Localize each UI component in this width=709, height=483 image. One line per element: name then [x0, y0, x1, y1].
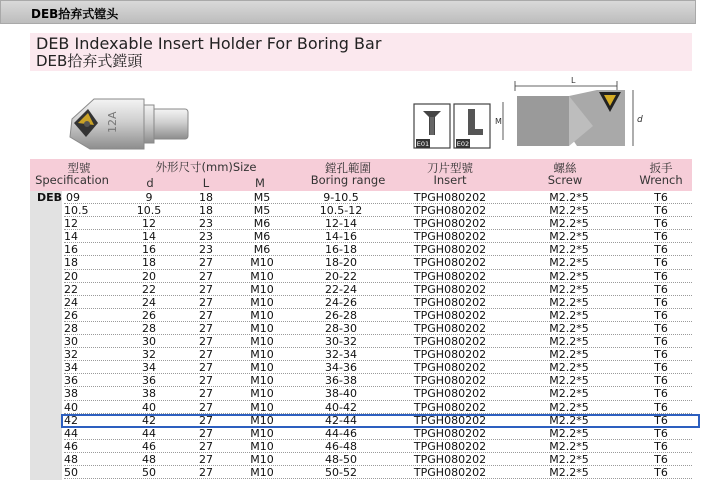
- cell-insert: TPGH080202: [413, 230, 487, 244]
- cell-d: 30: [142, 335, 156, 349]
- holder-photo: [64, 93, 192, 155]
- header-screw-en: Screw: [547, 173, 583, 187]
- cell-range: 32-34: [325, 348, 357, 362]
- cell-M: M6: [253, 243, 271, 257]
- cell-range: 26-28: [325, 308, 357, 322]
- cell-insert: TPGH080202: [413, 452, 487, 466]
- header-insert-en: Insert: [433, 173, 467, 187]
- cell-wrench: T6: [654, 426, 668, 440]
- cell-insert: TPGH080202: [413, 204, 487, 218]
- cell-L: 27: [199, 413, 213, 427]
- cell-spec: 26: [64, 308, 78, 322]
- table-header: [30, 159, 692, 191]
- cell-insert: TPGH080202: [413, 256, 487, 270]
- cell-wrench: T6: [654, 243, 668, 257]
- cell-M: M10: [250, 256, 274, 270]
- cell-wrench: T6: [654, 400, 668, 414]
- dimension-diagram: [493, 74, 653, 158]
- cell-wrench: T6: [654, 374, 668, 388]
- header-range-cn: 鏜孔範圍: [325, 161, 371, 175]
- cell-range: 10.5-12: [319, 204, 363, 218]
- cell-insert: TPGH080202: [413, 387, 487, 401]
- cell-screw: M2.2*5: [549, 361, 589, 375]
- cell-screw: M2.2*5: [549, 230, 589, 244]
- cell-screw: M2.2*5: [549, 465, 589, 479]
- cell-wrench: T6: [654, 282, 668, 296]
- dim-L: L: [571, 76, 576, 85]
- cell-insert: TPGH080202: [413, 308, 487, 322]
- cell-spec: 44: [64, 426, 78, 440]
- cell-screw: M2.2*5: [549, 321, 589, 335]
- cell-insert: TPGH080202: [413, 321, 487, 335]
- cell-L: 27: [199, 465, 213, 479]
- cell-d: 12: [142, 217, 156, 231]
- cell-L: 18: [199, 191, 213, 204]
- cell-d: 40: [142, 400, 156, 414]
- header-L: L: [202, 176, 210, 190]
- table-row: [30, 270, 692, 283]
- cell-screw: M2.2*5: [549, 452, 589, 466]
- cell-d: 18: [142, 256, 156, 270]
- cell-screw: M2.2*5: [549, 256, 589, 270]
- table-row: [30, 361, 692, 374]
- cell-insert: TPGH080202: [413, 426, 487, 440]
- cell-M: M10: [250, 452, 274, 466]
- cell-spec: 42: [64, 413, 78, 427]
- cell-insert: TPGH080202: [413, 243, 487, 257]
- cell-insert: TPGH080202: [413, 413, 487, 427]
- cell-screw: M2.2*5: [549, 387, 589, 401]
- cell-M: M10: [250, 400, 274, 414]
- table-row: [30, 256, 692, 269]
- cell-screw: M2.2*5: [549, 217, 589, 231]
- header-spec-en: Specification: [35, 173, 109, 187]
- cell-wrench: T6: [654, 295, 668, 309]
- cell-insert: TPGH080202: [413, 465, 487, 479]
- cell-d: 28: [142, 321, 156, 335]
- cell-screw: M2.2*5: [549, 269, 589, 283]
- cell-wrench: T6: [654, 335, 668, 349]
- cell-range: 50-52: [325, 465, 357, 479]
- cell-L: 27: [199, 439, 213, 453]
- cell-d: 14: [142, 230, 156, 244]
- cell-insert: TPGH080202: [413, 361, 487, 375]
- cell-wrench: T6: [654, 452, 668, 466]
- cell-spec: 12: [64, 217, 78, 231]
- cell-range: 44-46: [325, 426, 357, 440]
- cell-d: 38: [142, 387, 156, 401]
- cell-range: 34-36: [325, 361, 357, 375]
- dim-d: d: [637, 115, 643, 125]
- cell-d: 46: [142, 439, 156, 453]
- cell-screw: M2.2*5: [549, 282, 589, 296]
- cell-L: 23: [199, 217, 213, 231]
- cell-M: M10: [250, 335, 274, 349]
- cell-d: 42: [142, 413, 156, 427]
- cell-L: 27: [199, 348, 213, 362]
- cell-L: 27: [199, 374, 213, 388]
- cell-L: 27: [199, 256, 213, 270]
- cell-range: 46-48: [325, 439, 357, 453]
- cell-insert: TPGH080202: [413, 348, 487, 362]
- cell-d: 48: [142, 452, 156, 466]
- cell-spec: 34: [64, 361, 78, 375]
- cell-screw: M2.2*5: [549, 243, 589, 257]
- cell-M: M10: [250, 348, 274, 362]
- cell-spec: 40: [64, 400, 78, 414]
- cell-screw: M2.2*5: [549, 374, 589, 388]
- cell-spec: 46: [64, 439, 78, 453]
- highlighted-row-outline: [61, 414, 700, 428]
- cell-d: 50: [142, 465, 156, 479]
- table-row: [30, 453, 692, 466]
- table-row: [30, 387, 692, 400]
- table-row: [30, 466, 692, 479]
- cell-L: 23: [199, 230, 213, 244]
- cell-d: 36: [142, 374, 156, 388]
- cell-M: M10: [250, 295, 274, 309]
- cell-L: 27: [199, 308, 213, 322]
- cell-spec: 28: [64, 321, 78, 335]
- cell-insert: TPGH080202: [413, 282, 487, 296]
- cell-L: 27: [199, 335, 213, 349]
- cell-M: M10: [250, 465, 274, 479]
- cell-range: 36-38: [325, 374, 357, 388]
- cell-spec: 14: [64, 230, 78, 244]
- cell-screw: M2.2*5: [549, 295, 589, 309]
- table-row: [30, 374, 692, 387]
- cell-spec: 18: [64, 256, 78, 270]
- cell-wrench: T6: [654, 321, 668, 335]
- dim-M: M: [495, 117, 502, 126]
- spec-prefix: DEB: [37, 191, 63, 204]
- cell-L: 23: [199, 243, 213, 257]
- cell-L: 27: [199, 426, 213, 440]
- cell-spec: 09: [66, 191, 80, 204]
- cell-wrench: T6: [654, 269, 668, 283]
- cell-d: 26: [142, 308, 156, 322]
- cell-d: 9: [145, 191, 153, 204]
- cell-range: 9-10.5: [323, 191, 359, 204]
- cell-range: 12-14: [325, 217, 357, 231]
- table-row: [30, 243, 692, 256]
- table-row: [30, 204, 692, 217]
- table-row: [30, 348, 692, 361]
- cell-wrench: T6: [654, 387, 668, 401]
- title-cn: DEB拾弃式鏜頭: [36, 52, 143, 70]
- cell-screw: M2.2*5: [549, 308, 589, 322]
- cell-d: 24: [142, 295, 156, 309]
- cell-wrench: T6: [654, 191, 668, 204]
- cell-L: 27: [199, 400, 213, 414]
- header-insert-cn: 刀片型號: [427, 161, 473, 175]
- cell-M: M10: [250, 387, 274, 401]
- table-row: [30, 230, 692, 243]
- cell-d: 32: [142, 348, 156, 362]
- wrench-pictograms: [413, 103, 493, 151]
- cell-spec: 50: [64, 465, 78, 479]
- cell-L: 27: [199, 452, 213, 466]
- cell-M: M5: [253, 204, 271, 218]
- cell-spec: 32: [64, 348, 78, 362]
- cell-screw: M2.2*5: [549, 204, 589, 218]
- cell-L: 27: [199, 321, 213, 335]
- cell-wrench: T6: [654, 204, 668, 218]
- table-row: [30, 283, 692, 296]
- header-wrench-en: Wrench: [639, 173, 683, 187]
- table-row: [30, 440, 692, 453]
- table-row: [30, 191, 692, 204]
- cell-d: 22: [142, 282, 156, 296]
- table-row: [30, 335, 692, 348]
- cell-insert: TPGH080202: [413, 217, 487, 231]
- cell-d: 10.5: [136, 204, 162, 218]
- table-row: [30, 217, 692, 230]
- cell-L: 27: [199, 387, 213, 401]
- cell-screw: M2.2*5: [549, 348, 589, 362]
- cell-wrench: T6: [654, 439, 668, 453]
- cell-screw: M2.2*5: [549, 413, 589, 427]
- cell-M: M10: [250, 361, 274, 375]
- cell-spec: 10.5: [64, 204, 89, 218]
- cell-wrench: T6: [654, 230, 668, 244]
- cell-spec: 38: [64, 387, 78, 401]
- cell-M: M10: [250, 426, 274, 440]
- cell-range: 48-50: [325, 452, 357, 466]
- cell-insert: TPGH080202: [413, 335, 487, 349]
- cell-screw: M2.2*5: [549, 400, 589, 414]
- cell-M: M10: [250, 413, 274, 427]
- cell-L: 18: [199, 204, 213, 218]
- cell-spec: 30: [64, 335, 78, 349]
- cell-d: 20: [142, 269, 156, 283]
- header-wrench-cn: 扳手: [649, 161, 673, 175]
- cell-L: 27: [199, 269, 213, 283]
- product-header: [30, 33, 692, 71]
- table-row: [30, 309, 692, 322]
- spec-table-body: [30, 191, 692, 479]
- cell-d: 16: [142, 243, 156, 257]
- cell-range: 18-20: [325, 256, 357, 270]
- cell-L: 27: [199, 361, 213, 375]
- cell-wrench: T6: [654, 465, 668, 479]
- header-dims-cn: 外形尺寸(mm)Size: [155, 160, 257, 174]
- cell-M: M10: [250, 308, 274, 322]
- top-bar-title: DEB拾弃式镗头: [31, 7, 119, 21]
- cell-range: 30-32: [325, 335, 357, 349]
- cell-screw: M2.2*5: [549, 426, 589, 440]
- cell-range: 16-18: [325, 243, 357, 257]
- cell-wrench: T6: [654, 413, 668, 427]
- cell-range: 42-44: [325, 413, 357, 427]
- cell-range: 40-42: [325, 400, 357, 414]
- cell-M: M10: [250, 374, 274, 388]
- cell-wrench: T6: [654, 217, 668, 231]
- cell-wrench: T6: [654, 308, 668, 322]
- cell-range: 14-16: [325, 230, 357, 244]
- cell-insert: TPGH080202: [413, 269, 487, 283]
- header-screw-cn: 螺絲: [553, 161, 577, 175]
- cell-insert: TPGH080202: [413, 400, 487, 414]
- cell-insert: TPGH080202: [413, 295, 487, 309]
- cell-M: M6: [253, 217, 271, 231]
- cell-insert: TPGH080202: [413, 374, 487, 388]
- cell-wrench: T6: [654, 361, 668, 375]
- cell-d: 44: [142, 426, 156, 440]
- cell-range: 24-26: [325, 295, 357, 309]
- table-row: [30, 322, 692, 335]
- cell-spec: 20: [64, 269, 78, 283]
- cell-M: M10: [250, 321, 274, 335]
- cell-range: 28-30: [325, 321, 357, 335]
- cell-insert: TPGH080202: [413, 191, 487, 204]
- cell-screw: M2.2*5: [549, 439, 589, 453]
- cell-M: M10: [250, 282, 274, 296]
- table-row: [30, 401, 692, 414]
- table-row: [30, 296, 692, 309]
- table-row: [30, 427, 692, 440]
- cell-d: 34: [142, 361, 156, 375]
- cell-M: M5: [253, 191, 271, 204]
- cell-spec: 22: [64, 282, 78, 296]
- cell-screw: M2.2*5: [549, 335, 589, 349]
- cell-M: M10: [250, 269, 274, 283]
- header-spec-cn: 型號: [67, 161, 91, 175]
- header-d: d: [146, 176, 154, 190]
- header-range-en: Boring range: [310, 173, 386, 187]
- cell-spec: 16: [64, 243, 78, 257]
- top-bar: [0, 0, 696, 24]
- cell-wrench: T6: [654, 348, 668, 362]
- cell-range: 20-22: [325, 269, 357, 283]
- cell-L: 27: [199, 295, 213, 309]
- cell-spec: 24: [64, 295, 78, 309]
- cell-insert: TPGH080202: [413, 439, 487, 453]
- cell-screw: M2.2*5: [549, 191, 589, 204]
- cell-range: 38-40: [325, 387, 357, 401]
- cell-M: M10: [250, 439, 274, 453]
- key-label-e02: E02: [456, 140, 470, 148]
- cell-range: 22-24: [325, 282, 357, 296]
- key-label-e01: E01: [416, 140, 430, 148]
- cell-spec: 48: [64, 452, 78, 466]
- svg-text:12A: 12A: [106, 111, 119, 133]
- header-M: M: [255, 176, 265, 190]
- cell-wrench: T6: [654, 256, 668, 270]
- cell-L: 27: [199, 282, 213, 296]
- title-en: DEB Indexable Insert Holder For Boring Bar: [36, 34, 382, 53]
- cell-spec: 36: [64, 374, 78, 388]
- cell-M: M6: [253, 230, 271, 244]
